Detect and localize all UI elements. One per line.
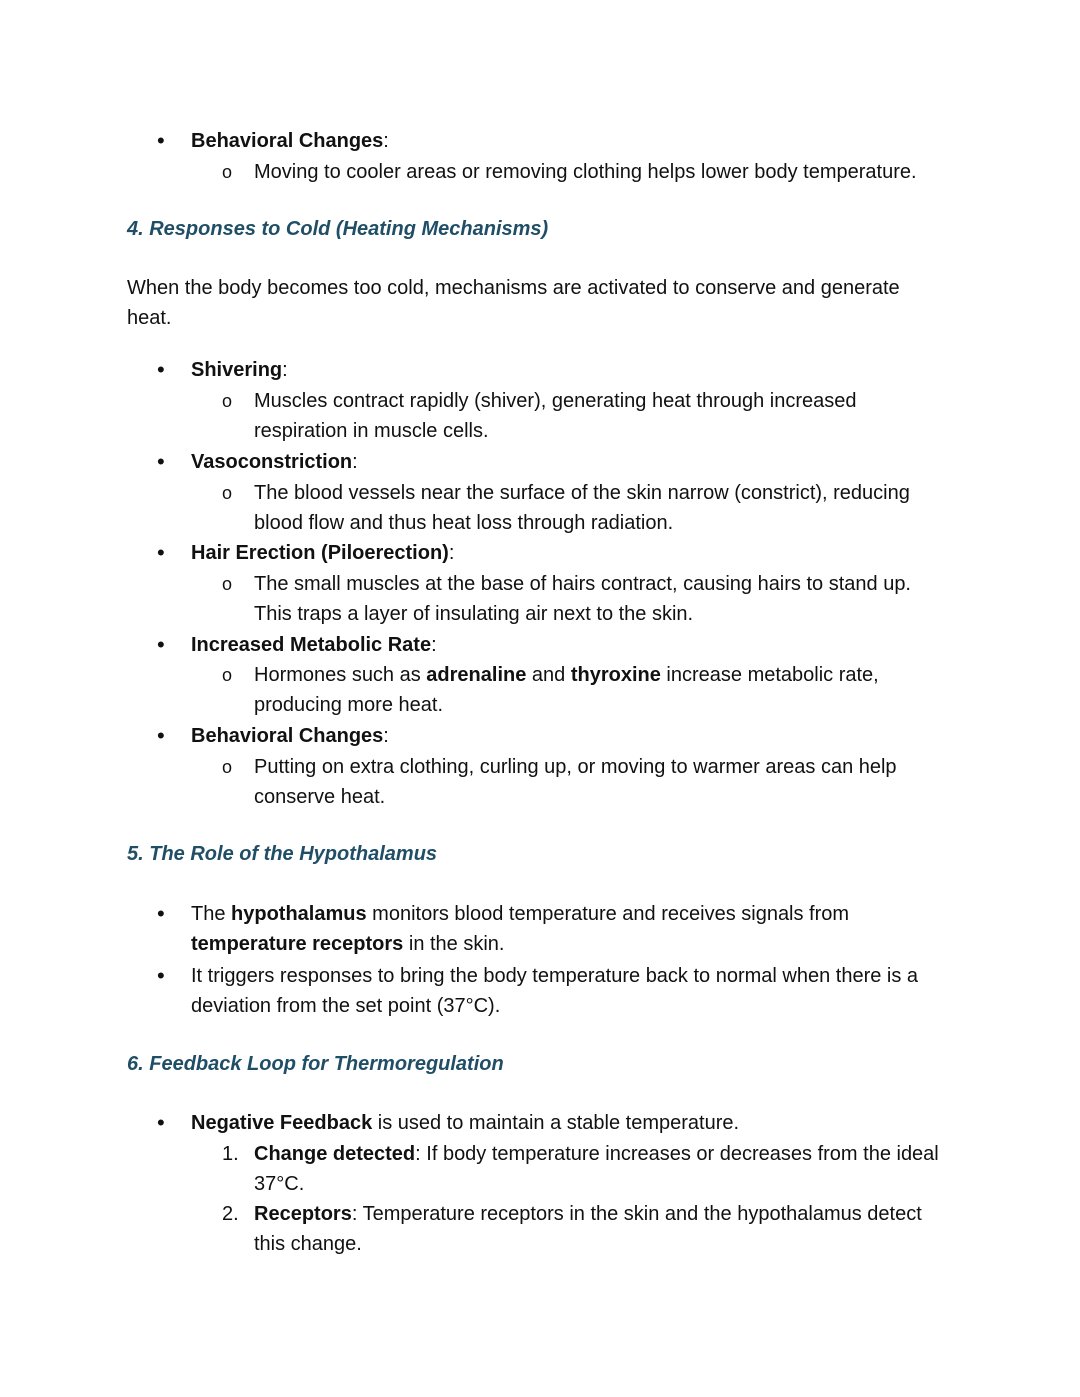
keyword-thyroxine: thyroxine <box>570 664 661 686</box>
item-detail: Hormones such as adrenaline and thyroxine increase metabolic rate, producing more heat. <box>254 664 879 716</box>
item-label: Hair Erection (Piloerection) <box>191 542 449 564</box>
step-label: Receptors <box>254 1203 352 1225</box>
bullet-marker: • <box>157 723 165 748</box>
sub-bullet-marker: o <box>222 483 233 503</box>
sub-bullet-marker: o <box>222 574 233 594</box>
item-detail: Putting on extra clothing, curling up, or moving to warmer areas can help conserve heat. <box>254 756 897 808</box>
bullet-marker: • <box>157 632 165 657</box>
item-text: It triggers responses to bring the body temperature back to normal when there is a deviation from the set point (37°C). <box>191 965 919 1017</box>
item-label: Behavioral Changes <box>191 725 384 747</box>
keyword-adrenaline: adrenaline <box>426 664 527 686</box>
step-label: Change detected <box>254 1143 416 1165</box>
item-label: Vasoconstriction <box>191 451 353 473</box>
item-detail: The blood vessels near the surface of the skin narrow (constrict), reducing blood flow and thus heat loss through radiation. <box>254 482 910 534</box>
sub-bullet-marker: o <box>222 391 233 411</box>
keyword-temperature-receptors: temperature receptors <box>191 933 404 955</box>
bullet-marker: • <box>157 1110 165 1135</box>
step-number: 2. <box>222 1203 239 1225</box>
item-label: Increased Metabolic Rate <box>191 634 432 656</box>
bullet-marker: • <box>157 540 165 565</box>
item-detail: The small muscles at the base of hairs contract, causing hairs to stand up. This traps a layer of insulating air next to the skin. <box>254 573 911 625</box>
bullet-marker: • <box>157 357 165 382</box>
document-page: • Behavioral Changes: o Moving to cooler areas or removing clothing helps lower body temperature. 4. Responses to Cold (Heating Mechanisms) When the body becomes too cold, mechanisms are activated to conserve and generate heat. • Shivering: o Muscles contract rapidly (shiver), generating heat through increased respiration in muscle cells. • Vasoconstriction: o The blood vessels near the surface of the skin narrow (constrict), reducing blood flow and thus heat loss through radiation. • Hair Erection (Piloerection): o The small muscles at the base of hairs contract, causing hairs to stand up. This traps a layer of insulating air next to the skin. • Increased Metabolic Rate: o Hormones such as adrenaline and thyroxine increase metabolic rate, producing more heat. • Behavioral Changes: o Putting on extra clothing, curling up, or moving to warmer areas can help conserve heat. 5. The Role of the Hypothalamus • The hypothalamus monitors blood temperature and receives signals from temperature receptors in the skin. • It triggers responses to bring the body temperature back to normal when there is a deviation from the set point (37°C). 6. Feedback Loop for Thermoregulation • Negative Feedback is used to maintain a stable temperature. 1. Change detected: If body temperature increases or decreases from the ideal 37°C. 2. Receptors: Temperature receptors in the skin and the hypothalamus detect this change. <box>0 0 1080 1397</box>
item-label: Shivering <box>191 359 283 381</box>
section-heading: 5. The Role of the Hypothalamus <box>127 843 438 865</box>
item-label: Behavioral Changes <box>191 130 384 152</box>
item-detail: Moving to cooler areas or removing clothing helps lower body temperature. <box>254 161 917 183</box>
bullet-marker: • <box>157 901 165 926</box>
item-label: Negative Feedback <box>191 1112 373 1134</box>
section-heading: 6. Feedback Loop for Thermoregulation <box>127 1053 504 1075</box>
sub-bullet-marker: o <box>222 757 233 777</box>
section-heading: 4. Responses to Cold (Heating Mechanisms) <box>127 218 549 240</box>
step-number: 1. <box>222 1143 239 1165</box>
item-detail: Muscles contract rapidly (shiver), generating heat through increased respiration in muscle cells. <box>254 390 857 442</box>
sub-bullet-marker: o <box>222 162 233 182</box>
paragraph: When the body becomes too cold, mechanisms are activated to conserve and generate heat. <box>127 277 900 329</box>
bullet-marker: • <box>157 128 165 153</box>
sub-bullet-marker: o <box>222 665 233 685</box>
keyword-hypothalamus: hypothalamus <box>231 903 367 925</box>
bullet-marker: • <box>157 963 165 988</box>
bullet-marker: • <box>157 449 165 474</box>
